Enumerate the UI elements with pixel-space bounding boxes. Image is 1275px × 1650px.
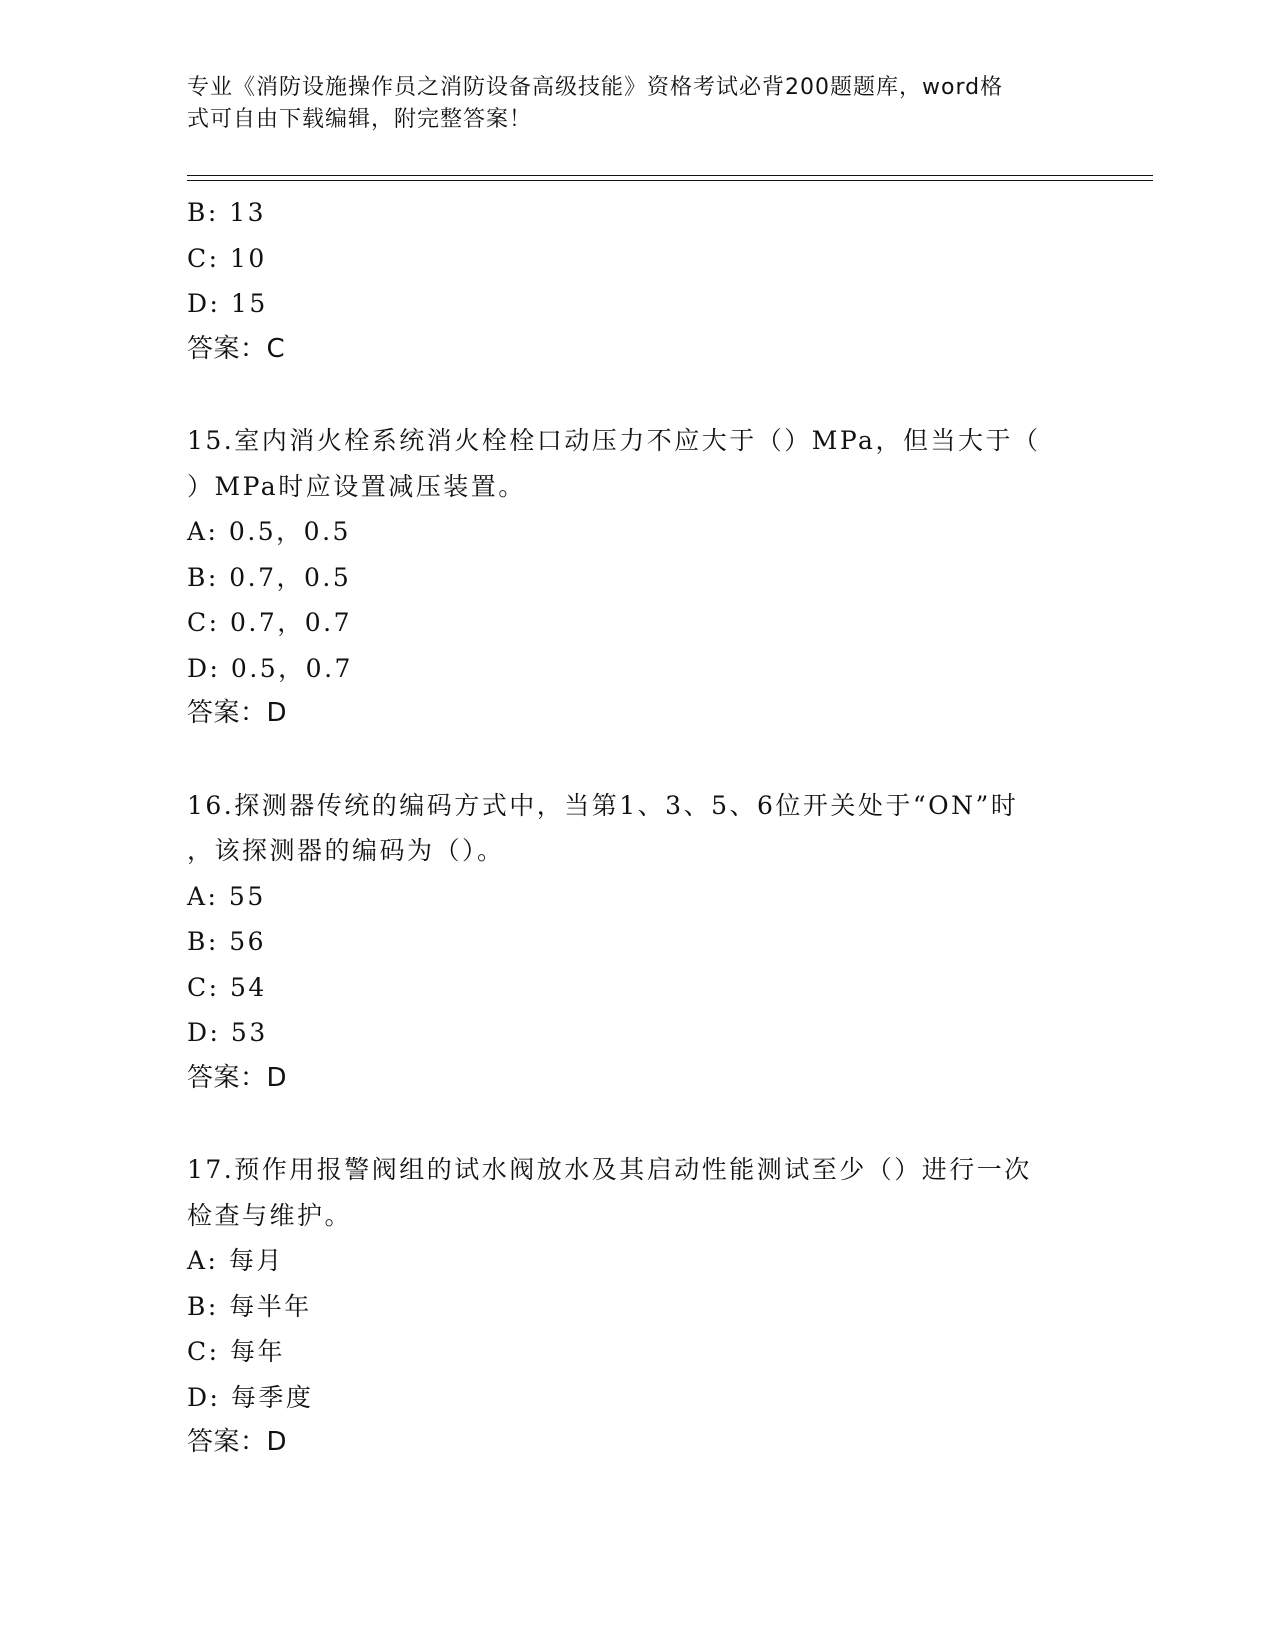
question-stem: 17.预作用报警阀组的试水阀放水及其启动性能测试至少（）进行一次 (187, 1155, 1032, 1184)
option-b: B: 56 (187, 927, 267, 956)
question-stem-continued: ）MPa时应设置减压装置。 (187, 471, 526, 501)
option-a: A: 0.5，0.5 (187, 517, 351, 546)
option-d: D: 0.5，0.7 (187, 653, 353, 683)
spacer (187, 372, 1087, 418)
option-c: C: 54 (187, 972, 267, 1002)
question-stem: 15.室内消火栓系统消火栓栓口动压力不应大于（）MPa，但当大于（ (187, 426, 1041, 455)
answer: 答案：C (187, 333, 286, 364)
option-b: B: 每半年 (187, 1291, 312, 1321)
question-15 (187, 418, 1087, 737)
header-line-1: 专业《消防设施操作员之消防设备高级技能》资格考试必背200题题库，word格 (187, 75, 1004, 100)
header-divider-bottom (187, 180, 1153, 181)
question-stem-continued: 检查与维护。 (187, 1200, 353, 1230)
document-body (187, 190, 1087, 1466)
answer: 答案：D (187, 1062, 288, 1093)
header-divider-top (187, 175, 1153, 176)
question-17 (187, 1147, 1087, 1466)
question-14-tail (187, 190, 1087, 372)
option-a: A: 每月 (187, 1246, 284, 1275)
option-d: D: 每季度 (187, 1382, 314, 1412)
option-c: C: 10 (187, 243, 267, 273)
document-header (187, 72, 1067, 136)
spacer (187, 1101, 1087, 1147)
answer: 答案：D (187, 698, 288, 728)
spacer (187, 737, 1087, 783)
option-d: D: 15 (187, 289, 268, 318)
header-line-2: 式可自由下载编辑，附完整答案！ (187, 107, 533, 132)
option-b: B: 0.7，0.5 (187, 562, 352, 592)
question-16 (187, 783, 1087, 1102)
option-c: C: 0.7，0.7 (187, 608, 353, 637)
option-a: A: 55 (187, 881, 266, 911)
answer: 答案：D (187, 1427, 288, 1457)
option-d: D: 53 (187, 1018, 268, 1047)
question-stem-continued: ，该探测器的编码为（）。 (187, 836, 505, 865)
option-c: C: 每年 (187, 1337, 285, 1366)
option-b: B: 13 (187, 198, 267, 227)
question-stem: 16.探测器传统的编码方式中，当第1、3、5、6位开关处于“ON”时 (187, 790, 1019, 820)
